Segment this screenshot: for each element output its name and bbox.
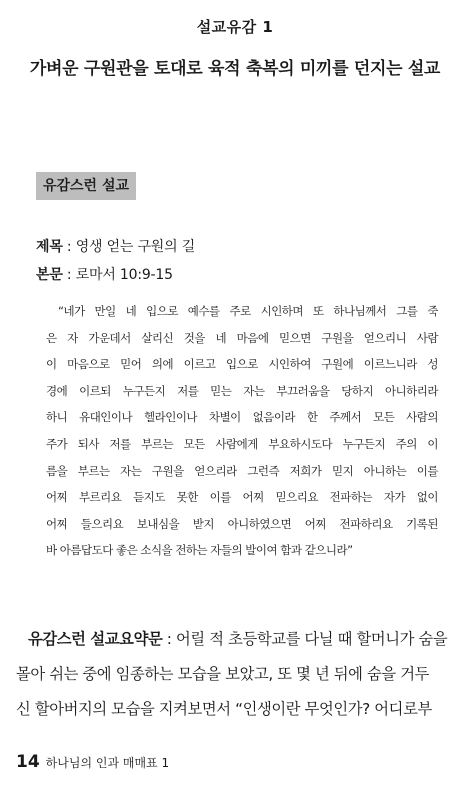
scripture-quote xyxy=(46,298,438,564)
page-number: 14 xyxy=(16,752,40,772)
scripture-line: “네가 만일 네 입으로 예수를 주로 시인하며 또 하나님께서 그를 죽 xyxy=(58,304,438,318)
chapter-title: 가벼운 구원관을 토대로 육적 축복의 미끼를 던지는 설교 xyxy=(29,59,441,79)
summary-label: 유감스런 설교요약문 xyxy=(28,630,163,648)
summary-line: 신 할아버지의 모습을 지켜보면서 “인생이란 무엇인가? 어디로부 xyxy=(16,700,432,718)
scripture-line: 이 마음으로 믿어 의에 이르고 입으로 시인하여 구원에 이르느니라 성 xyxy=(46,357,438,372)
section-heading: 유감스런 설교 xyxy=(36,172,136,200)
sermon-title-value: 영생 얻는 구원의 길 xyxy=(75,239,196,255)
scripture-line: 하니 유대인이나 헬라인이나 차별이 없음이라 한 주께서 모든 사람의 xyxy=(46,410,438,425)
chapter-label: 설교유감 1 xyxy=(196,18,274,36)
scripture-line: 경에 이르되 누구든지 저를 믿는 자는 부끄러움을 당하지 아니하리라 xyxy=(46,383,438,398)
book-title: 하나님의 인과 매매표 1 xyxy=(45,756,170,770)
sermon-text-value: 로마서 10:9-15 xyxy=(75,267,173,283)
sermon-text-separator: : xyxy=(62,267,76,283)
summary-first-text: 어릴 적 초등학교를 다닐 때 할머니가 숨을 xyxy=(176,630,448,648)
scripture-line: 주가 되사 저를 부르는 모든 사람에게 부요하시도다 누구든지 주의 이 xyxy=(46,436,438,451)
scripture-line: 어찌 부르리요 듣지도 못한 이를 어찌 믿으리요 전파하는 자가 없이 xyxy=(46,490,438,505)
summary-line: 몰아 쉬는 중에 임종하는 모습을 보았고, 또 몇 년 뒤에 숨을 거두 xyxy=(16,665,429,683)
sermon-title-label: 제목 xyxy=(36,239,63,255)
sermon-text-row xyxy=(36,264,173,284)
summary-separator: : xyxy=(162,630,177,648)
page-footer xyxy=(16,752,169,772)
sermon-title-row xyxy=(36,236,195,256)
sermon-text-label: 본문 xyxy=(36,267,63,283)
scripture-line: 어찌 들으리요 보내심을 받지 아니하였으면 어찌 전파하리요 기록된 xyxy=(46,516,438,531)
sermon-title-separator: : xyxy=(62,239,76,255)
scripture-line: 바 아름답도다 좋은 소식을 전하는 자들의 발이여 함과 같으니라” xyxy=(46,543,353,558)
summary-line xyxy=(16,622,454,657)
scripture-line: 은 자 가운데서 살리신 것을 네 마음에 믿으면 구원을 얻으리니 사람 xyxy=(46,330,438,345)
sermon-summary xyxy=(16,622,454,727)
scripture-line: 름을 부르는 자는 구원을 얻으리라 그런즉 저희가 믿지 아니하는 이를 xyxy=(46,463,438,478)
